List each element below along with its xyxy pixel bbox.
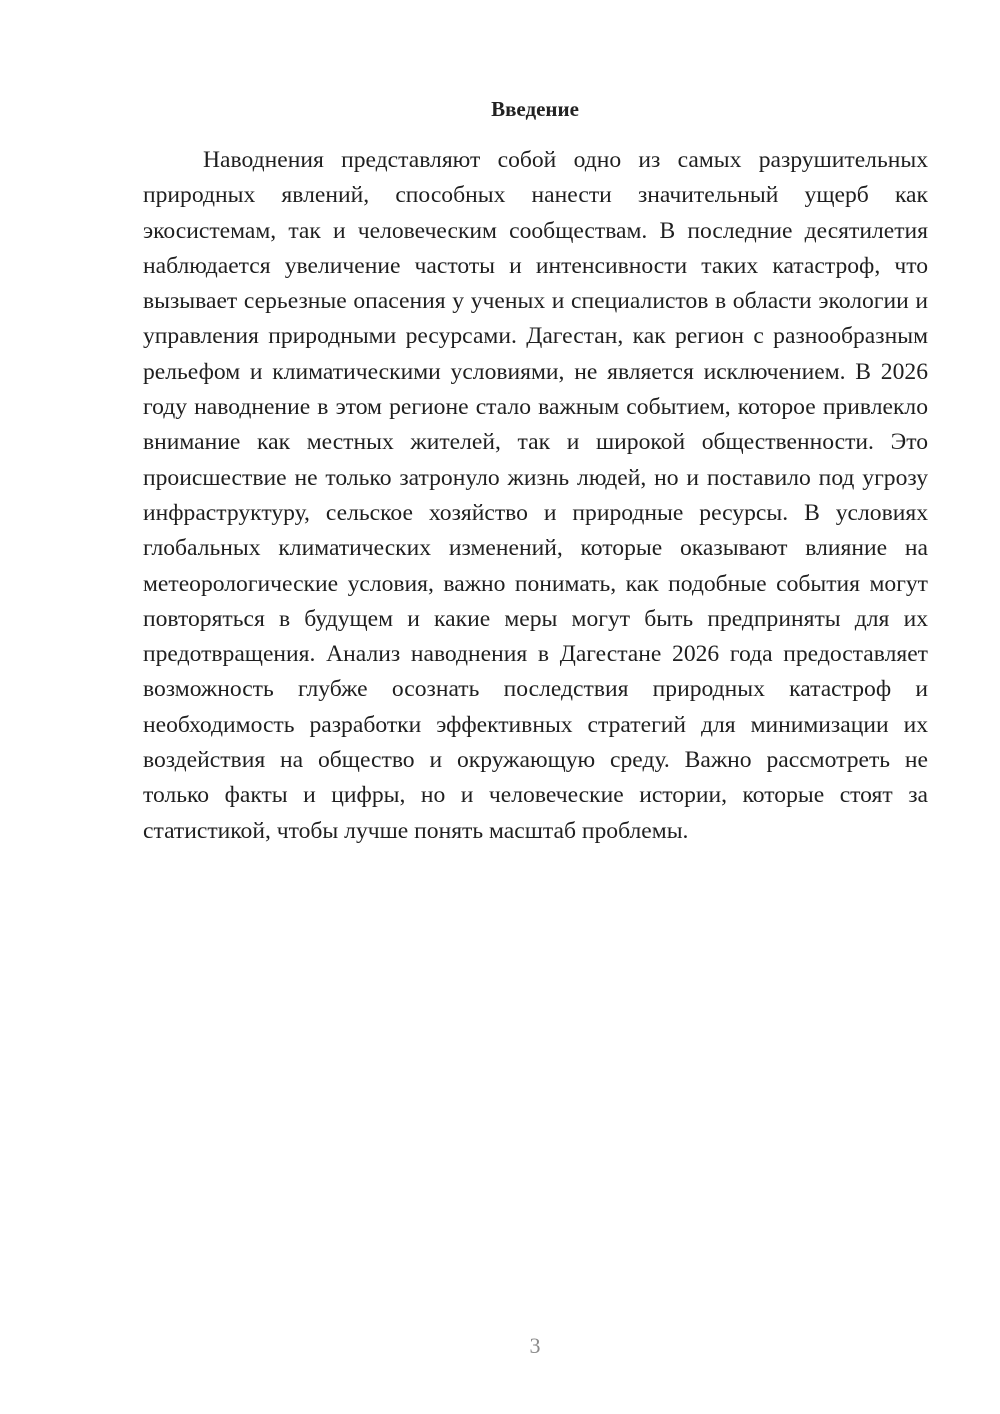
introduction-paragraph: Наводнения представляют собой одно из самых разрушительных природных явлений, способных нанести значительный ущерб как экосистемам, так и человеческим сообществам. В последние десятилетия наблюдается увеличение частоты и интенсивности таких катастроф, что вызывает серьезные опасения у ученых и специалистов в области экологии и управления природными ресурсами. Дагестан, как регион с разнообразным рельефом и климатическими условиями, не является исключением. В 2026 году наводнение в этом регионе стало важным событием, которое привлекло внимание как местных жителей, так и широкой общественности. Это происшествие не только затронуло жизнь людей, но и поставило под угрозу инфраструктуру, сельское хозяйство и природные ресурсы. В условиях глобальных климатических изменений, которые оказывают влияние на метеорологические условия, важно понимать, как подобные события могут повторяться в будущем и какие меры могут быть предприняты для их предотвращения. Анализ наводнения в Дагестане 2026 года предоставляет возможность глубже осознать последствия природных катастроф и необходимость разработки эффективных стратегий для минимизации их воздействия на общество и окружающую среду. Важно рассмотреть не только факты и цифры, но и человеческие истории, которые стоят за статистикой, чтобы лучше понять масштаб проблемы. [143,147,928,844]
page-number: 3 [529,1333,541,1358]
section-heading: Введение [491,97,579,121]
